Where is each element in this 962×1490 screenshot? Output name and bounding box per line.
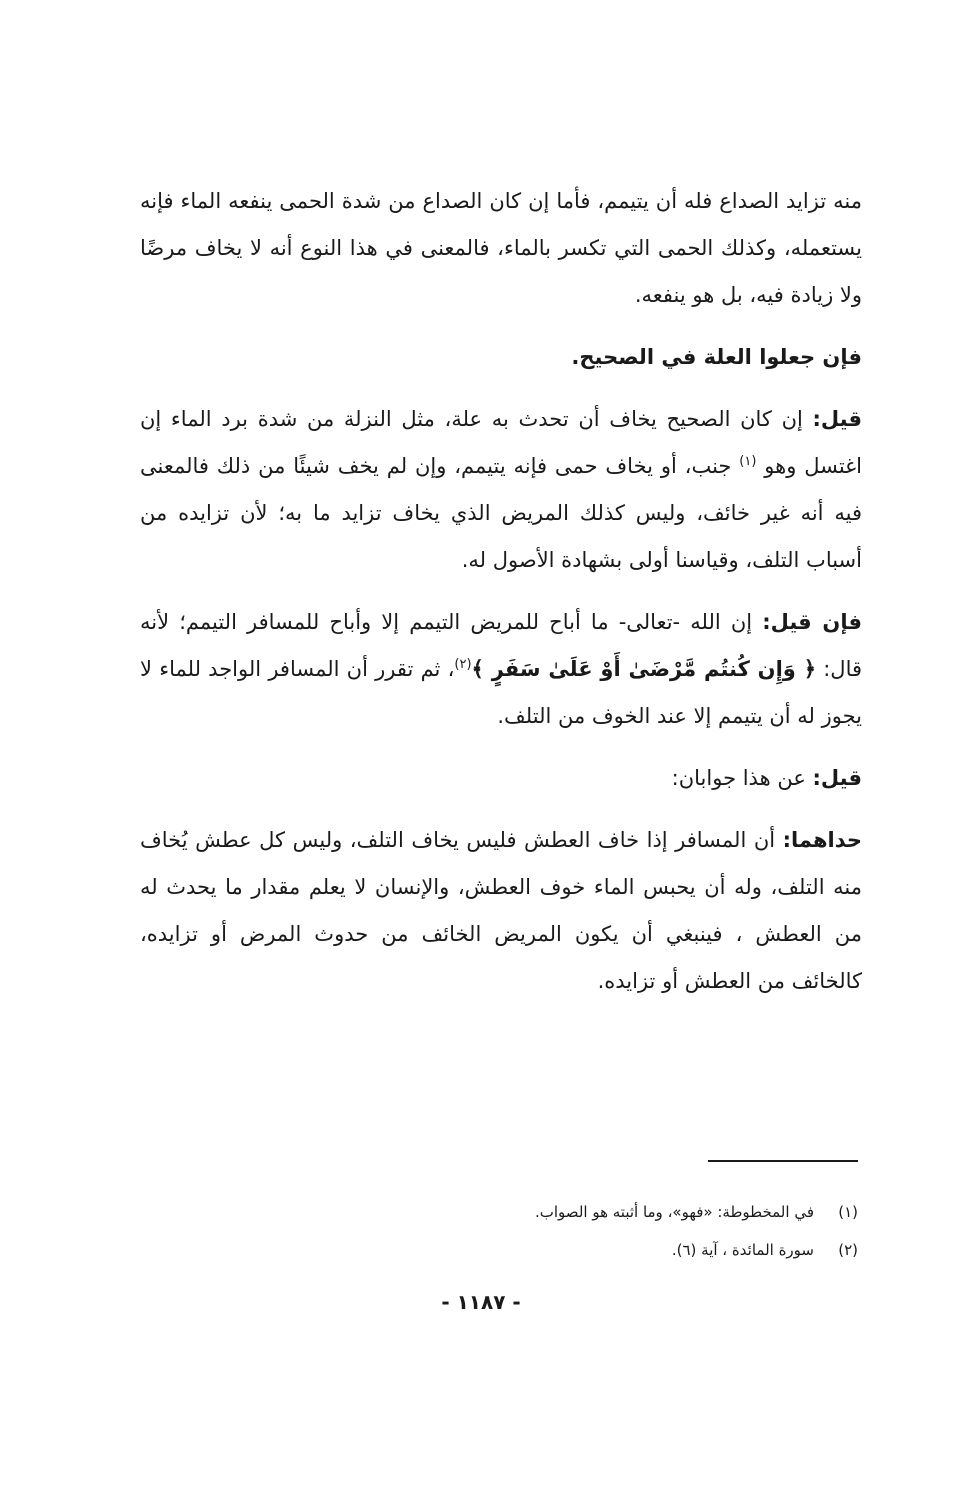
paragraph-4-text-before: إن الله -تعالى- ما أباح للمريض التيمم إلا وأباح للمسافر التيمم؛ لأنه قال: <box>140 610 863 681</box>
paragraph-1-text: منه تزايد الصداع فله أن يتيمم، فأما إن كان الصداع من شدة الحمى ينفعه الماء فإنه يستعمله، وكذلك الحمى التي تكسر بالماء، فالمعنى في هذا النوع أنه لا يخاف مرضًا ولا زيادة فيه، بل هو ينفعه. <box>140 189 862 307</box>
footnote-1-number: (١) <box>838 1203 858 1221</box>
paragraph-6-lead: حداهما: <box>782 828 862 852</box>
paragraph-2 <box>140 334 862 381</box>
paragraph-6 <box>140 817 862 1005</box>
footnotes <box>258 1198 858 1274</box>
footnote-2 <box>258 1236 858 1264</box>
paragraph-4 <box>140 599 862 740</box>
paragraph-6-text: أن المسافر إذا خاف العطش فليس يخاف التلف، وليس كل عطش يُخاف منه التلف، وله أن يحبس الماء خوف العطش، والإنسان لا يعلم مقدار ما يحدث له من العطش ، فينبغي أن يكون المريض الخائف من حدوث المرض أو تزايده، كالخائف من العطش أو تزايده. <box>140 828 862 993</box>
page-number: - ١١٨٧ - <box>441 1290 521 1314</box>
footnote-ref-1: (١) <box>739 454 757 469</box>
paragraph-3-lead: قيل: <box>812 407 862 431</box>
paragraph-5 <box>140 755 862 802</box>
paragraph-3 <box>140 396 862 584</box>
paragraph-5-text: عن هذا جوابان: <box>671 766 813 790</box>
footnote-1 <box>258 1198 858 1226</box>
page-body <box>140 178 862 1020</box>
paragraph-3-text-after: جنب، أو يخاف حمى فإنه يتيمم، وإن لم يخف شيئًا من ذلك فالمعنى فيه أنه غير خائف، وليس كذلك المريض الذي يخاف تزايد ما به؛ لأن تزايده من أسباب التلف، وقياسنا أولى بشهادة الأصول له. <box>140 454 862 572</box>
paragraph-2-lead: فإن جعلوا العلة في الصحيح. <box>571 345 862 369</box>
footnote-ref-2: (٢) <box>454 657 472 672</box>
paragraph-4-lead: فإن قيل: <box>762 610 862 634</box>
paragraph-1 <box>140 178 862 319</box>
footnote-1-text: في المخطوطة: «فهو»، وما أثبته هو الصواب. <box>535 1203 814 1221</box>
footnote-2-text: سورة المائدة ، آية (٦). <box>671 1241 814 1259</box>
paragraph-5-lead: قيل: <box>812 766 862 790</box>
paragraph-4-text-after: ، ثم تقرر أن المسافر الواجد للماء لا يجوز له أن يتيمم إلا عند الخوف من التلف. <box>140 657 862 728</box>
footnote-2-number: (٢) <box>838 1241 858 1259</box>
quran-verse: ﴿ وَإِن كُنتُم مَّرْضَىٰ أَوْ عَلَىٰ سَفَرٍ ﴾ <box>471 657 817 681</box>
paragraph-3-text-before: إن كان الصحيح يخاف أن تحدث به علة، مثل النزلة من شدة برد الماء إن اغتسل وهو <box>140 407 862 478</box>
footnote-divider <box>708 1160 858 1162</box>
